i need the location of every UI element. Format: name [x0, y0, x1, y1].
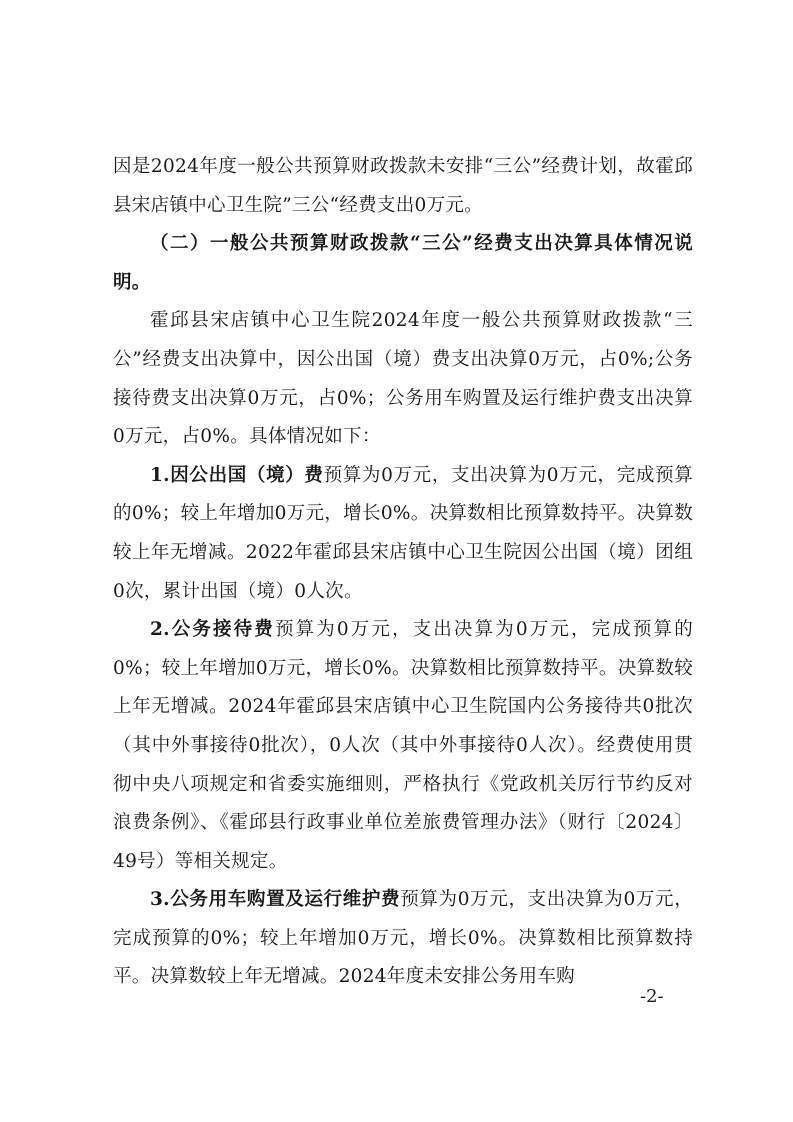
- paragraph-item-2: [113, 611, 693, 881]
- item-2-text: 预算为0万元，支出决算为0万元，完成预算的0%；较上年增加0万元，增长0%。决算数相比预算数持平。决算数较上年无增减。2024年霍邱县宋店镇中心卫生院国内公务接待共0批次（其中外事接待0批次），0人次（其中外事接待0人次）。经费使用贯彻中央八项规定和省委实施细则，严格执行《党政机关厉行节约反对浪费条例》、《霍邱县行政事业单位差旅费管理办法》（财行〔2024〕49号）等相关规定。: [113, 619, 693, 872]
- page-number: -2-: [640, 986, 664, 1007]
- section-heading: [113, 225, 693, 302]
- paragraph-item-1: [113, 457, 693, 611]
- paragraph-1: [113, 148, 693, 225]
- document-body: [113, 148, 693, 997]
- item-1-text: 预算为0万元，支出决算为0万元，完成预算的0%；较上年增加0万元，增长0%。决算数相比预算数持平。决算数较上年无增减。2022年霍邱县宋店镇中心卫生院因公出国（境）团组0次，累计出国（境）0人次。: [113, 464, 693, 602]
- paragraph-1-text: 因是2024年度一般公共预算财政拨款未安排“三公”经费计划，故霍邱县宋店镇中心卫生院”三公“经费支出0万元。: [113, 156, 693, 216]
- paragraph-3-text: 霍邱县宋店镇中心卫生院2024年度一般公共预算财政拨款“三公”经费支出决算中，因公出国（境）费支出决算0万元，占0%;公务接待费支出决算0万元，占0%；公务用车购置及运行维护费支出决算0万元，占0%。具体情况如下：: [113, 310, 693, 448]
- item-3-text: 预算为0万元，支出决算为0万元，完成预算的0%；较上年增加0万元，增长0%。决算数相比预算数持平。决算数较上年无增减。2024年度未安排公务用车购: [113, 889, 694, 988]
- item-2-lead: 2.公务接待费: [150, 619, 275, 641]
- item-3-lead: 3.公务用车购置及运行维护费: [150, 889, 401, 911]
- item-1-lead: 1.因公出国（境）费: [150, 464, 324, 486]
- section-heading-text: （二）一般公共预算财政拨款“三公”经费支出决算具体情况说明。: [113, 233, 693, 293]
- paragraph-item-3: [113, 881, 693, 997]
- paragraph-3: [113, 302, 693, 456]
